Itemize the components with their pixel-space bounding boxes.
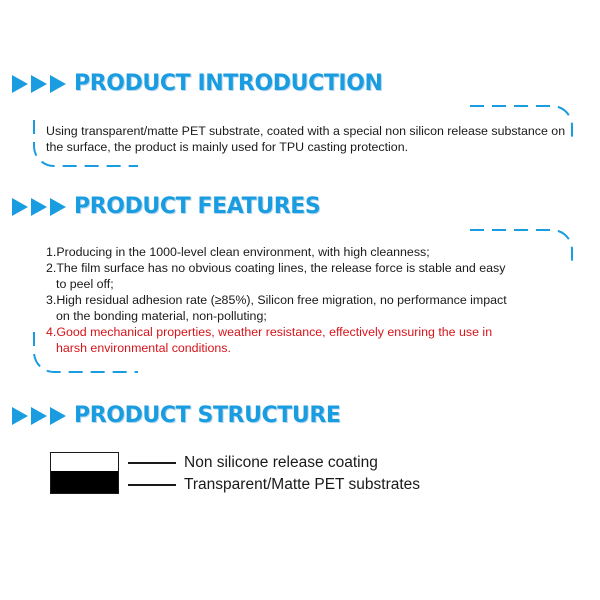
feature-item-3: 3.High residual adhesion rate (≥85%), Silicon free migration, no performance impact <box>46 293 507 307</box>
section-heading-structure <box>12 401 341 431</box>
triple-arrow-icon <box>12 73 70 95</box>
leader-line-coating <box>128 462 176 464</box>
introduction-body: Using transparent/matte PET substrate, coated with a special non silicon release substance on the surface, the product is mainly used for TPU casting protection. <box>46 124 566 154</box>
feature-item-2: 2.The film surface has no obvious coating lines, the release force is stable and easy <box>46 261 506 275</box>
layer-label-coating: Non silicone release coating <box>184 454 378 471</box>
decorative-bracket-bottom-left <box>26 330 141 380</box>
feature-item-4-continued: harsh environmental conditions. <box>56 341 231 355</box>
leader-line-substrate <box>128 484 176 486</box>
feature-item-3-continued: on the bonding material, non-polluting; <box>56 309 267 323</box>
triple-arrow-icon <box>12 196 70 218</box>
layer-label-substrate: Transparent/Matte PET substrates <box>184 476 421 493</box>
triple-arrow-icon <box>12 405 70 427</box>
feature-item-2-continued: to peel off; <box>56 277 114 291</box>
section-title: PRODUCT INTRODUCTION <box>74 71 383 96</box>
decorative-bracket-bottom-left <box>26 118 141 173</box>
feature-item-4: 4.Good mechanical properties, weather resistance, effectively ensuring the use in <box>46 325 493 339</box>
pet-substrate-layer <box>51 471 118 493</box>
structure-diagram <box>50 452 119 494</box>
section-title: PRODUCT FEATURES <box>74 194 321 219</box>
section-heading-introduction <box>12 69 383 99</box>
section-title: PRODUCT STRUCTURE <box>74 403 341 428</box>
feature-item-1: 1.Producing in the 1000-level clean environment, with high cleanness; <box>46 245 430 259</box>
section-heading-features <box>12 192 320 222</box>
